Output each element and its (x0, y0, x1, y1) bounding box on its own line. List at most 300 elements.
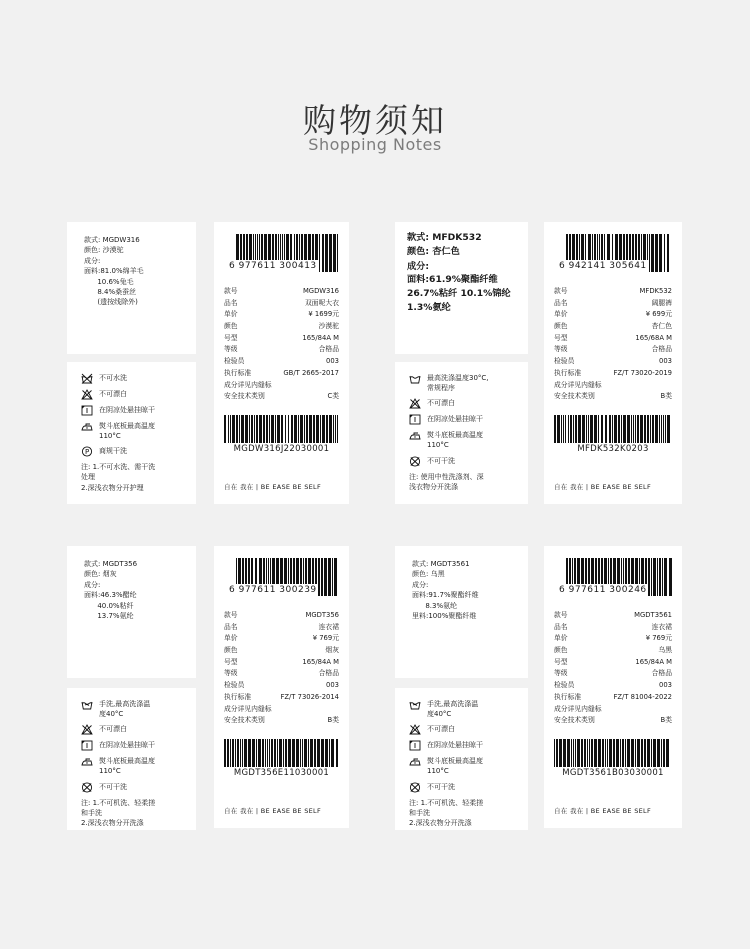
price-tag-card (214, 222, 349, 504)
barcode-bar (667, 234, 669, 272)
tag-field-label: 款号 (554, 287, 568, 295)
info-card (395, 546, 528, 678)
barcode-bar (582, 415, 585, 443)
tag-field-value: ¥ 769元 (645, 634, 672, 643)
iron-icon (409, 430, 421, 441)
price-tag-card (544, 546, 682, 828)
barcode-number: 6 977611 300246 (558, 584, 648, 597)
barcode-bar (228, 415, 229, 443)
care-item (409, 456, 514, 467)
care-item (81, 756, 182, 776)
barcode-bar (651, 234, 654, 272)
info-line: 8.3%氨纶 (412, 601, 458, 610)
tag-field-row (554, 680, 672, 692)
barcode-bar (587, 739, 588, 767)
tag-field-label: 款号 (224, 611, 238, 619)
care-item (409, 724, 514, 735)
tag-field-row (554, 633, 672, 645)
tag-field-value: 乌黑 (658, 646, 672, 655)
tag-field-value: 003 (326, 357, 339, 366)
tag-field-label: 颜色 (224, 646, 238, 655)
barcode-bar (573, 739, 574, 767)
barcode-bar (317, 739, 320, 767)
tag-field-label: 检验员 (224, 681, 245, 690)
tag-field-value: 合格品 (651, 669, 672, 678)
tag-field-label: 等级 (224, 669, 238, 678)
barcode-bar (319, 234, 320, 272)
barcode-bar (661, 739, 662, 767)
barcode-bar (559, 739, 562, 767)
barcode-bar (277, 739, 278, 767)
barcode-bar (309, 415, 312, 443)
info-line: 里料:100%聚酯纤维 (412, 611, 477, 620)
barcode-bar (265, 739, 266, 767)
barcode-bar (321, 739, 324, 767)
barcode-bar (259, 415, 262, 443)
barcode-bar (554, 739, 555, 767)
barcode-bar (613, 739, 615, 767)
product-code: MGDW316J22030001 (233, 443, 330, 454)
barcode-bar (237, 739, 239, 767)
barcode-bar (304, 415, 305, 443)
barcode-bar (653, 739, 656, 767)
care-item (409, 740, 514, 751)
barcode-bar (648, 558, 650, 596)
tag-field-label: 颜色 (554, 322, 568, 331)
no-bleach-icon (81, 724, 93, 735)
info-line: 成分: (407, 260, 430, 272)
barcode-bar (239, 415, 240, 443)
care-item (81, 373, 182, 384)
tag-field-row (224, 309, 339, 321)
barcode-bar (581, 739, 583, 767)
barcode-bar (594, 739, 597, 767)
info-line: 1.3%氨纶 (407, 301, 451, 313)
care-text: 手洗,最高洗涤温 度40°C (99, 700, 151, 719)
tag-field-row (224, 321, 339, 333)
info-line: 颜色: 沙漠驼 (84, 246, 124, 255)
barcode-bar (653, 558, 656, 596)
barcode-bar (251, 415, 253, 443)
tag-field-label: 号型 (224, 657, 238, 666)
barcode-bar (332, 558, 333, 596)
barcode-bar (320, 415, 321, 443)
info-line: 款式: MGDT356 (84, 560, 138, 568)
barcode-bar (640, 415, 643, 443)
barcode-bar (283, 739, 284, 767)
barcode-bar (256, 739, 257, 767)
no-bleach-icon (409, 398, 421, 409)
care-item (81, 699, 182, 719)
care-item (409, 699, 514, 719)
barcode-bar (635, 739, 636, 767)
tag-field-row (554, 286, 672, 298)
bottom-barcode (554, 415, 672, 455)
barcode-bar (230, 415, 231, 443)
care-item (409, 398, 514, 409)
barcode-bar (567, 739, 570, 767)
tag-field-row (224, 333, 339, 345)
tag-field-label: 等级 (224, 345, 238, 354)
barcode-bar (655, 234, 658, 272)
tag-field-value: 合格品 (318, 345, 339, 354)
barcode-bar (241, 415, 244, 443)
tag-field-value: 合格品 (651, 345, 672, 354)
care-item (409, 414, 514, 425)
care-text: 在阴凉处悬挂晾干 (99, 741, 155, 750)
tag-field-label: 执行标准 (554, 368, 582, 377)
barcode-bar (318, 558, 320, 596)
tag-field-label: 品名 (554, 622, 568, 631)
barcode-number: 6 977611 300239 (228, 584, 318, 597)
care-text: 不可漂白 (427, 399, 455, 408)
dry-clean-p-icon (81, 446, 93, 457)
care-card (67, 362, 196, 504)
barcode-bar (563, 415, 564, 443)
barcode-bar (236, 415, 238, 443)
barcode-bar (288, 739, 291, 767)
barcode-bar (565, 415, 566, 443)
barcode-bar (563, 739, 566, 767)
brand-slogan: 自在 我在 | BE EASE BE SELF (554, 482, 651, 491)
care-notes: 注: 1.不可机洗、轻柔搓 和手洗 2.深浅衣物分开洗涤 (81, 798, 156, 827)
tag-field-row (224, 610, 339, 622)
iron-icon (81, 756, 93, 767)
tag-field-label: 款号 (224, 287, 238, 295)
tag-field-value: 165/84A M (302, 657, 339, 666)
care-text: 熨斗底板最高温度 110°C (99, 422, 155, 441)
barcode-bar (337, 234, 338, 272)
barcode-bar (644, 739, 646, 767)
hand-wash-40-icon (81, 699, 93, 710)
care-text: 熨斗底板最高温度 110°C (99, 757, 155, 776)
info-line: 款式: MFDK532 (407, 232, 482, 243)
page-title: 购物须知 (303, 101, 447, 140)
barcode-bar (254, 415, 255, 443)
tag-field-label: 安全技术类别 (224, 392, 265, 401)
barcode-bar (242, 739, 243, 767)
barcode-bar (281, 415, 283, 443)
barcode-bar (244, 739, 247, 767)
barcode-bar (631, 739, 634, 767)
barcode-bar (588, 415, 589, 443)
barcode-bar (641, 739, 643, 767)
barcode-bar (663, 739, 665, 767)
barcode-bar (631, 415, 632, 443)
care-text: 不可干洗 (427, 782, 455, 791)
product-code: MFDK532K0203 (577, 443, 649, 454)
tag-field-row (554, 298, 672, 310)
product-code: MGDT356E11030001 (233, 767, 330, 778)
care-item (81, 446, 182, 457)
shade-hang-dry-icon (81, 405, 93, 416)
info-line: 13.7%氨纶 (84, 611, 134, 620)
no-bleach-icon (409, 724, 421, 735)
shade-hang-dry-icon (409, 414, 421, 425)
barcode-bar (298, 415, 299, 443)
barcode-bar (333, 415, 334, 443)
barcode-bar (665, 415, 666, 443)
barcode-bar (279, 739, 282, 767)
barcode-bar (256, 415, 258, 443)
barcode-bar (285, 415, 286, 443)
bottom-barcode-bars (554, 739, 672, 767)
tag-field-value: 杏仁色 (651, 322, 672, 331)
barcode-bar (269, 739, 270, 767)
tag-field-row (224, 633, 339, 645)
info-card (395, 222, 528, 354)
tag-field-row (224, 344, 339, 356)
tag-field-value: ¥ 769元 (312, 634, 339, 643)
barcode-bar (313, 415, 315, 443)
tag-field-value: 165/84A M (635, 657, 672, 666)
tag-field-row (554, 380, 672, 392)
care-text: 不可漂白 (427, 725, 455, 734)
tag-field-row (224, 680, 339, 692)
care-notes: 注: 1.不可机洗、轻柔搓 和手洗 2.深浅衣物分开洗涤 (409, 798, 484, 827)
barcode-bar (635, 415, 636, 443)
barcode-bar (578, 415, 581, 443)
top-barcode (559, 234, 672, 276)
top-barcode (229, 234, 339, 276)
barcode-bar (310, 739, 313, 767)
barcode-bar (267, 739, 268, 767)
barcode-bar (614, 415, 617, 443)
info-line: 面料:61.9%聚酯纤维 (407, 274, 498, 286)
tag-field-value: 阔腿裤 (651, 298, 672, 307)
tag-field-row (554, 368, 672, 380)
barcode-bar (659, 558, 661, 596)
barcode-bar (277, 415, 280, 443)
care-text: 商规干洗 (99, 447, 127, 456)
barcode-bar (300, 739, 301, 767)
tag-field-value: 连衣裙 (318, 622, 339, 631)
care-text: 熨斗底板最高温度 110°C (427, 431, 483, 450)
price-tag-card (544, 222, 682, 504)
barcode-bar (664, 234, 665, 272)
barcode-bar (620, 739, 621, 767)
brand-slogan: 自在 我在 | BE EASE BE SELF (224, 482, 321, 491)
tag-field-row (554, 333, 672, 345)
care-item (409, 756, 514, 776)
barcode-bar (609, 739, 612, 767)
barcode-bar (616, 739, 619, 767)
tag-field-row (224, 645, 339, 657)
barcode-bar (609, 415, 611, 443)
barcode-bar (224, 415, 226, 443)
barcode-bar (227, 739, 229, 767)
barcode-bar (601, 415, 603, 443)
care-item (81, 405, 182, 416)
barcode-bar (275, 415, 276, 443)
info-line: 颜色: 杏仁色 (407, 245, 460, 257)
bottom-barcode (554, 739, 672, 779)
tag-fields (224, 610, 339, 727)
care-text: 不可干洗 (99, 782, 127, 791)
care-item (409, 373, 514, 393)
tag-field-label: 品名 (224, 622, 238, 631)
barcode-bar (590, 415, 593, 443)
tag-field-label: 等级 (554, 345, 568, 354)
tag-field-label: 成分详见内缝标 (554, 380, 602, 389)
barcode-number: 6 977611 300413 (228, 260, 318, 273)
tag-field-value: B类 (660, 716, 672, 725)
care-item (81, 421, 182, 441)
barcode-bar (627, 415, 630, 443)
care-text: 手洗,最高洗涤温 度40°C (427, 700, 479, 719)
barcode-bar (302, 739, 303, 767)
tag-field-value: FZ/T 73026-2014 (280, 692, 339, 701)
barcode-bar (612, 415, 613, 443)
barcode-bar (296, 739, 299, 767)
tag-field-row (554, 321, 672, 333)
barcode-bar (661, 415, 662, 443)
hand-wash-40-icon (409, 699, 421, 710)
info-line: (遗按线除外) (84, 297, 138, 306)
barcode-bar (659, 234, 662, 272)
tag-field-value: B类 (660, 392, 672, 401)
barcode-bar (333, 234, 336, 272)
tag-field-label: 成分详见内缝标 (224, 380, 272, 389)
no-dry-clean-icon (409, 782, 421, 793)
barcode-bar (657, 739, 660, 767)
tag-fields (554, 286, 672, 403)
tag-field-label: 品名 (554, 298, 568, 307)
top-barcode (229, 558, 339, 600)
barcode-bar (627, 739, 630, 767)
barcode-bar (561, 415, 562, 443)
tag-field-label: 颜色 (554, 646, 568, 655)
tag-field-value: FZ/T 81004-2022 (613, 692, 672, 701)
tag-field-row (554, 704, 672, 716)
care-item (81, 782, 182, 793)
tag-field-label: 执行标准 (224, 368, 252, 377)
tag-field-row (554, 344, 672, 356)
bottom-barcode (224, 415, 339, 455)
tag-field-label: 安全技术类别 (554, 392, 595, 401)
bottom-barcode-bars (224, 415, 339, 443)
tag-field-label: 号型 (554, 333, 568, 342)
barcode-bar (589, 739, 590, 767)
tag-field-row (554, 657, 672, 669)
barcode-bar (651, 739, 652, 767)
care-text: 熨斗底板最高温度 110°C (427, 757, 483, 776)
barcode-bar (623, 415, 626, 443)
barcode-bar (288, 415, 289, 443)
barcode-bar (644, 415, 646, 443)
info-line: 40.0%粘纤 (84, 601, 134, 610)
care-notes: 注: 1.不可水洗、需干洗 处理 2.深浅衣物分开护理 (81, 463, 156, 492)
barcode-bar (655, 415, 658, 443)
barcode-bar (337, 415, 338, 443)
tag-field-label: 款号 (554, 611, 568, 619)
care-text: 不可漂白 (99, 390, 127, 398)
barcode-bar (292, 739, 295, 767)
barcode-bar (262, 739, 264, 767)
barcode-bar (618, 415, 620, 443)
tag-field-value: FZ/T 73020-2019 (613, 368, 672, 377)
barcode-bar (230, 739, 231, 767)
barcode-bar (321, 558, 323, 596)
barcode-bar (575, 739, 576, 767)
tag-field-value: 合格品 (318, 669, 339, 678)
barcode-bar (240, 739, 241, 767)
info-line: 10.6%兔毛 (84, 277, 134, 286)
care-item (409, 782, 514, 793)
tag-field-label: 单价 (224, 310, 238, 319)
tag-field-row (224, 298, 339, 310)
tag-field-label: 检验员 (554, 681, 575, 690)
tag-field-label: 单价 (554, 310, 568, 319)
info-line: 成分: (84, 257, 101, 266)
price-tag-card (214, 546, 349, 828)
tag-field-value: C类 (327, 392, 339, 401)
tag-field-row (554, 668, 672, 680)
shade-hang-dry-icon (409, 740, 421, 751)
wash-30-icon (409, 373, 421, 384)
info-line: 26.7%粘纤 10.1%锦纶 (407, 288, 511, 300)
tag-field-value: MFDK532 (639, 287, 672, 295)
brand-slogan: 自在 我在 | BE EASE BE SELF (224, 806, 321, 815)
barcode-bar (584, 739, 586, 767)
barcode-bar (329, 234, 332, 272)
bottom-barcode-bars (554, 415, 672, 443)
care-text: 不可漂白 (99, 725, 127, 734)
tag-field-row (554, 391, 672, 403)
barcode-bar (336, 739, 338, 767)
tag-field-row (224, 286, 339, 298)
barcode-bar (245, 415, 248, 443)
tag-field-row (224, 380, 339, 392)
tag-field-value: MGDT356 (305, 611, 339, 619)
tag-field-label: 执行标准 (554, 692, 582, 701)
barcode-bar (625, 739, 626, 767)
top-barcode (559, 558, 672, 600)
barcode-bar (271, 739, 273, 767)
tag-field-value: MGDW316 (302, 287, 339, 295)
barcode-bar (647, 739, 650, 767)
tag-field-label: 安全技术类别 (224, 716, 265, 725)
barcode-bar (637, 415, 639, 443)
barcode-bar (621, 415, 622, 443)
tag-field-label: 单价 (554, 634, 568, 643)
barcode-bar (602, 739, 604, 767)
barcode-bar (322, 415, 325, 443)
barcode-bar (232, 739, 234, 767)
tag-field-value: 沙漠驼 (318, 322, 339, 331)
info-line: 颜色: 乌黑 (412, 570, 445, 579)
barcode-bar (575, 415, 577, 443)
tag-field-row (554, 309, 672, 321)
tag-field-value: 连衣裙 (651, 622, 672, 631)
tag-fields (554, 610, 672, 727)
tag-field-row (224, 622, 339, 634)
barcode-bar (291, 415, 293, 443)
barcode-bar (633, 415, 634, 443)
barcode-bar (570, 415, 572, 443)
svg-text:P: P (85, 448, 90, 457)
tag-field-row (224, 704, 339, 716)
barcode-bar (326, 415, 328, 443)
barcode-bar (591, 739, 593, 767)
care-item (81, 740, 182, 751)
barcode-bar (637, 739, 640, 767)
barcode-bar (258, 739, 261, 767)
tag-field-row (224, 657, 339, 669)
barcode-bar (271, 415, 274, 443)
barcode-bar (652, 415, 654, 443)
barcode-bar (557, 415, 560, 443)
